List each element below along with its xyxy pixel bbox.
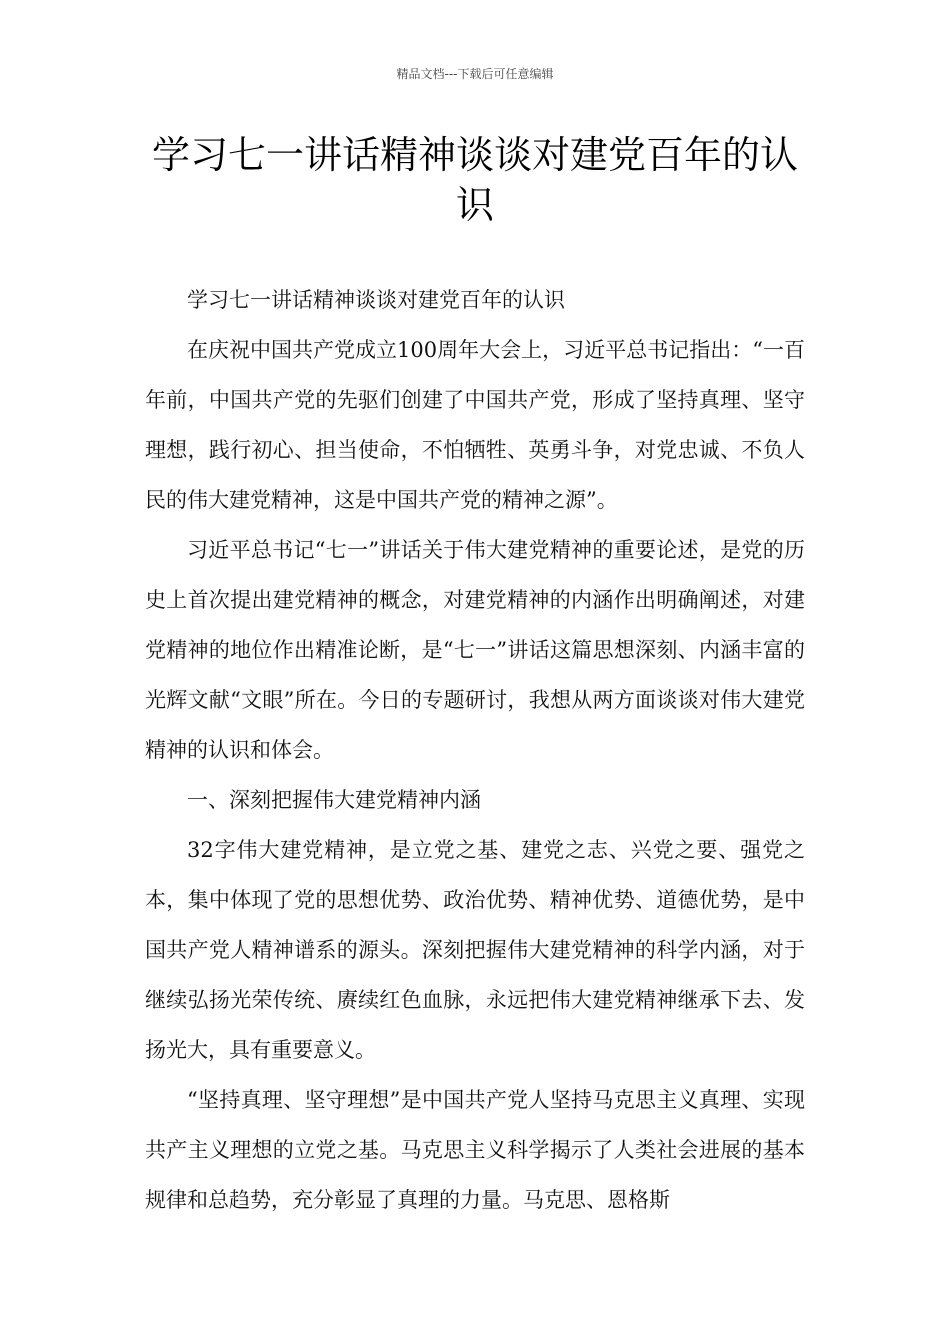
paragraph-significance: 习近平总书记“七一”讲话关于伟大建党精神的重要论述，是党的历史上首次提出建党精神的概念，对建党精神的内涵作出明确阐述，对建党精神的地位作出精准论断，是“七一”讲话这篇思想深刻、内涵丰富的光辉文献“文眼”所在。今日的专题研讨，我想从两方面谈谈对伟大建党精神的认识和体会。 xyxy=(145,538,805,762)
paragraph-quote: 在庆祝中国共产党成立100周年大会上，习近平总书记指出：“一百年前，中国共产党的先驱们创建了中国共产党，形成了坚持真理、坚守理想，践行初心、担当使命，不怕牺牲、英勇斗争，对党忠诚、不负人民的伟大建党精神，这是中国共产党的精神之源”。 xyxy=(145,338,805,512)
section-heading-1: 一、深刻把握伟大建党精神内涵 xyxy=(187,788,481,812)
page-header: 精品文档---下载后可任意编辑 xyxy=(396,67,554,81)
paragraph-truth-ideals: “坚持真理、坚守理想”是中国共产党人坚持马克思主义真理、实现共产主义理想的立党之基。马克思主义科学揭示了人类社会进展的基本规律和总趋势，充分彰显了真理的力量。马克思、恩格斯 xyxy=(145,1088,805,1212)
document-title: 学习七一讲话精神谈谈对建党百年的认识 xyxy=(151,133,798,227)
paragraph-32-characters: 32字伟大建党精神，是立党之基、建党之志、兴党之要、强党之本，集中体现了党的思想优势、政治优势、精神优势、道德优势，是中国共产党人精神谱系的源头。深刻把握伟大建党精神的科学内涵，对于继续弘扬光荣传统、赓续红色血脉，永远把伟大建党精神继承下去、发扬光大，具有重要意义。 xyxy=(145,838,805,1062)
paragraph-subtitle: 学习七一讲话精神谈谈对建党百年的认识 xyxy=(187,288,565,312)
document-body xyxy=(145,275,805,1225)
